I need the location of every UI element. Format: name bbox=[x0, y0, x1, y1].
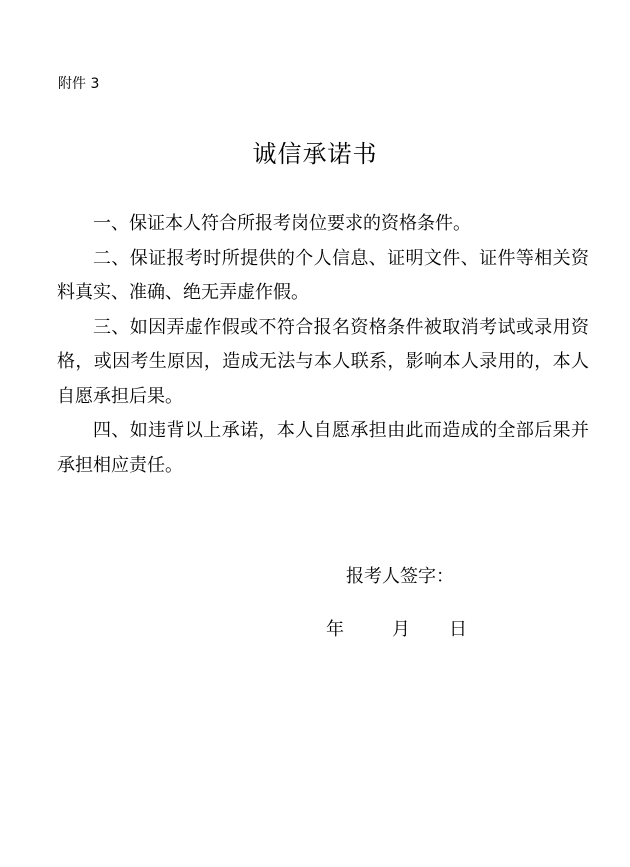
document-title: 诚信承诺书 bbox=[252, 140, 378, 168]
commitment-item-2: 二、保证报考时所提供的个人信息、证明文件、证件等相关资料真实、准确、绝无弄虚作假。 bbox=[57, 247, 589, 303]
commitment-body bbox=[57, 207, 589, 483]
date-year-label: 年 bbox=[326, 619, 344, 640]
commitment-item-1: 一、保证本人符合所报考岗位要求的资格条件。 bbox=[93, 213, 471, 234]
commitment-item-4: 四、如违背以上承诺，本人自愿承担由此而造成的全部后果并承担相应责任。 bbox=[57, 420, 589, 476]
attachment-label: 附件 3 bbox=[58, 76, 100, 92]
signature-label: 报考人签字： bbox=[346, 566, 454, 587]
commitment-item-3: 三、如因弄虚作假或不符合报名资格条件被取消考试或录用资格，或因考生原因，造成无法与本人联系，影响本人录用的，本人自愿承担后果。 bbox=[57, 316, 589, 407]
date-day-label: 日 bbox=[449, 619, 467, 640]
date-month-label: 月 bbox=[392, 619, 410, 640]
